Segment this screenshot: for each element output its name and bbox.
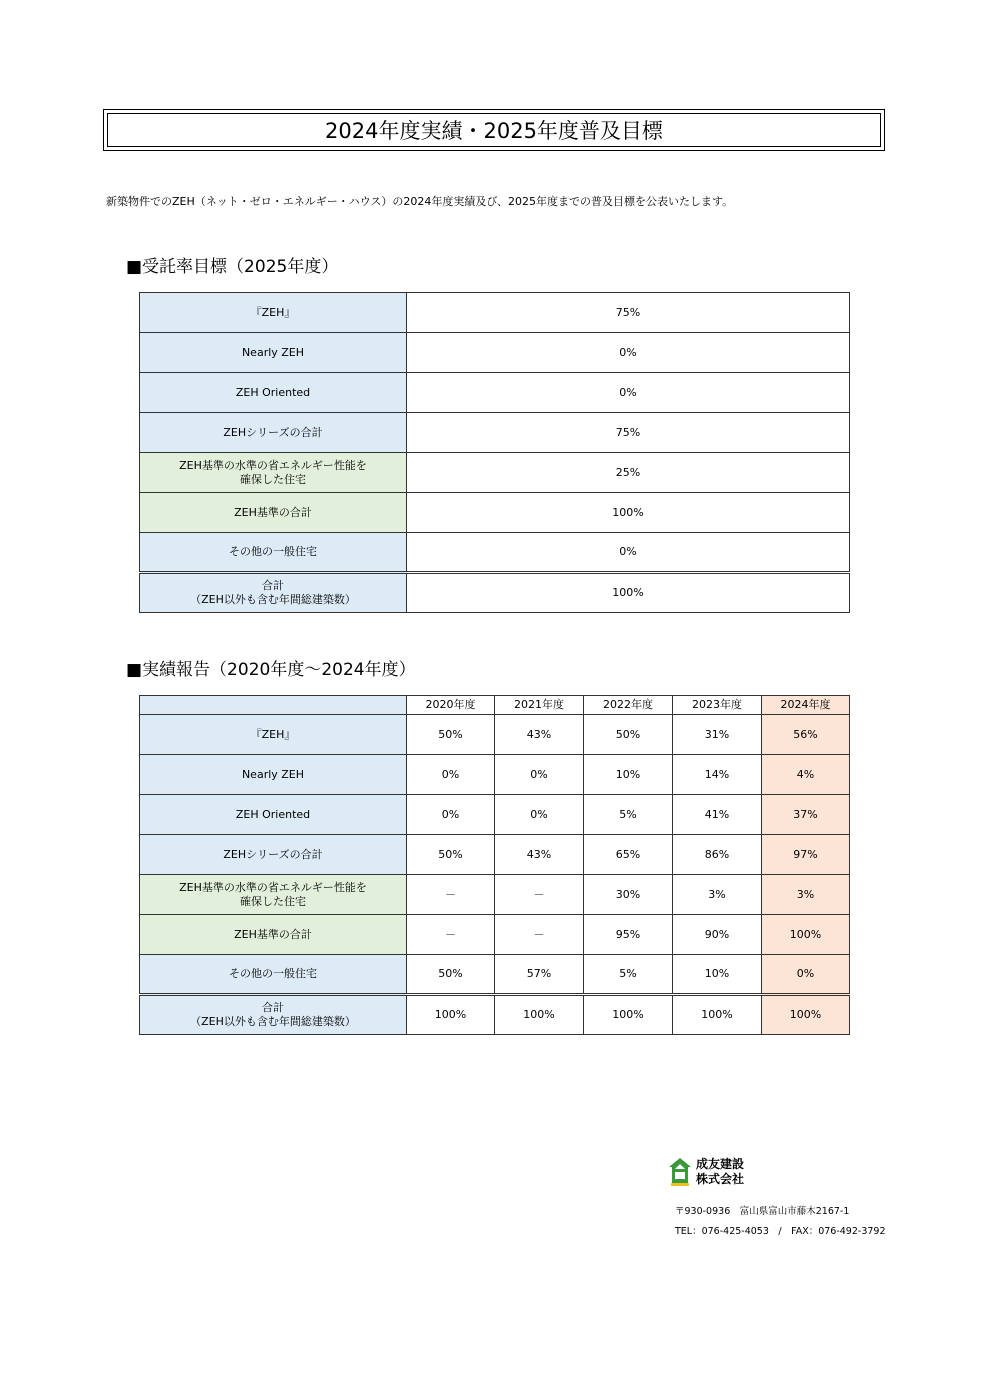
cell: 86% [673, 835, 762, 875]
row-label-line2: 確保した住宅 [240, 472, 306, 486]
row-value: 0% [407, 533, 850, 573]
row-label-line1: ZEH基準の水準の省エネルギー性能を [179, 880, 367, 894]
table-row [140, 755, 850, 795]
cell: 50% [407, 955, 495, 995]
row-label-line1: 合計 [262, 1001, 284, 1014]
cell: － [407, 875, 495, 915]
cell: － [495, 875, 584, 915]
row-label [140, 875, 407, 915]
intro-text: 新築物件でのZEH（ネット・ゼロ・エネルギー・ハウス）の2024年度実績及び、2025年度までの普及目標を公表いたします。 [106, 195, 734, 208]
row-label: Nearly ZEH [140, 333, 407, 373]
cell: 30% [584, 875, 673, 915]
row-label-line2: （ZEH以外も含む年間総建築数） [190, 1015, 356, 1028]
year-header: 2020年度 [407, 696, 495, 715]
target-table [139, 292, 850, 613]
cell: 3% [673, 875, 762, 915]
row-value: 100% [407, 573, 850, 613]
row-value: 75% [407, 413, 850, 453]
row-label: ZEH Oriented [140, 795, 407, 835]
cell: 50% [584, 715, 673, 755]
company-name-line2: 株式会社 [696, 1172, 745, 1186]
row-label [140, 995, 407, 1035]
cell-highlight: 37% [762, 795, 850, 835]
row-label: Nearly ZEH [140, 755, 407, 795]
table-row [140, 573, 850, 613]
report-table [139, 695, 850, 1035]
row-label [140, 453, 407, 493]
row-value: 25% [407, 453, 850, 493]
cell: 41% [673, 795, 762, 835]
table-row [140, 835, 850, 875]
cell: － [495, 915, 584, 955]
row-label: 『ZEH』 [140, 715, 407, 755]
cell: 43% [495, 835, 584, 875]
cell: 0% [407, 795, 495, 835]
row-label: その他の一般住宅 [140, 533, 407, 573]
row-label: ZEH基準の合計 [140, 915, 407, 955]
cell-highlight: 100% [762, 915, 850, 955]
cell-highlight: 0% [762, 955, 850, 995]
cell: 5% [584, 955, 673, 995]
cell: － [407, 915, 495, 955]
report-heading: ■実績報告（2020年度～2024年度） [126, 660, 416, 680]
row-label-line1: ZEH基準の水準の省エネルギー性能を [179, 458, 367, 472]
company-address: 〒930-0936 富山県富山市藤木2167-1 [675, 1206, 850, 1217]
row-label: その他の一般住宅 [140, 955, 407, 995]
header-blank [140, 696, 407, 715]
cell: 14% [673, 755, 762, 795]
row-label: ZEH基準の合計 [140, 493, 407, 533]
cell-highlight: 4% [762, 755, 850, 795]
cell: 0% [495, 755, 584, 795]
table-header-row [140, 696, 850, 715]
row-value: 100% [407, 493, 850, 533]
row-label: 『ZEH』 [140, 293, 407, 333]
cell: 50% [407, 715, 495, 755]
target-heading: ■受託率目標（2025年度） [126, 257, 339, 277]
year-header-highlight: 2024年度 [762, 696, 850, 715]
company-contact: TEL：076-425-4053 / FAX：076-492-3792 [675, 1226, 886, 1237]
cell: 10% [584, 755, 673, 795]
title-box [103, 109, 885, 151]
cell: 31% [673, 715, 762, 755]
cell: 0% [495, 795, 584, 835]
table-row [140, 715, 850, 755]
row-value: 0% [407, 373, 850, 413]
cell: 43% [495, 715, 584, 755]
table-row [140, 413, 850, 453]
cell: 90% [673, 915, 762, 955]
year-header: 2023年度 [673, 696, 762, 715]
year-header: 2021年度 [495, 696, 584, 715]
row-label [140, 573, 407, 613]
cell: 50% [407, 835, 495, 875]
cell: 100% [495, 995, 584, 1035]
cell-highlight: 56% [762, 715, 850, 755]
table-row [140, 955, 850, 995]
row-label: ZEHシリーズの合計 [140, 835, 407, 875]
year-header: 2022年度 [584, 696, 673, 715]
cell-highlight: 97% [762, 835, 850, 875]
table-row [140, 533, 850, 573]
company-name [696, 1157, 744, 1187]
cell: 5% [584, 795, 673, 835]
table-row [140, 995, 850, 1035]
company-logo-icon [668, 1157, 692, 1187]
cell: 10% [673, 955, 762, 995]
table-row [140, 373, 850, 413]
cell: 95% [584, 915, 673, 955]
table-row [140, 493, 850, 533]
row-value: 0% [407, 333, 850, 373]
cell-highlight: 100% [762, 995, 850, 1035]
cell: 65% [584, 835, 673, 875]
row-value: 75% [407, 293, 850, 333]
table-row [140, 795, 850, 835]
company-name-line1: 成友建設 [696, 1157, 745, 1171]
row-label: ZEHシリーズの合計 [140, 413, 407, 453]
table-row [140, 915, 850, 955]
table-row [140, 333, 850, 373]
row-label-line1: 合計 [262, 579, 284, 592]
table-row [140, 293, 850, 333]
table-row [140, 875, 850, 915]
cell-highlight: 3% [762, 875, 850, 915]
cell: 0% [407, 755, 495, 795]
row-label-line2: 確保した住宅 [240, 894, 306, 908]
cell: 100% [673, 995, 762, 1035]
page-title: 2024年度実績・2025年度普及目標 [107, 113, 881, 147]
cell: 100% [584, 995, 673, 1035]
row-label: ZEH Oriented [140, 373, 407, 413]
cell: 100% [407, 995, 495, 1035]
row-label-line2: （ZEH以外も含む年間総建築数） [190, 593, 356, 606]
cell: 57% [495, 955, 584, 995]
company-logo [668, 1157, 744, 1187]
table-row [140, 453, 850, 493]
